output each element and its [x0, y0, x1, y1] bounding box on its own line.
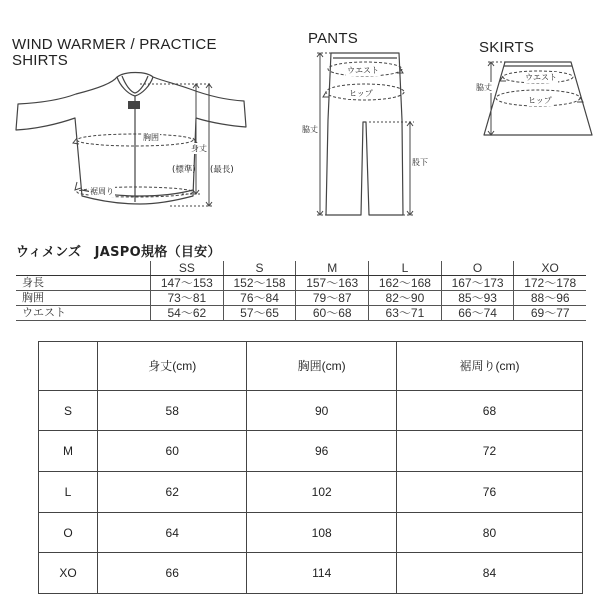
pants-inseam-label: 股下 — [412, 158, 428, 167]
jaspo-heading: ウィメンズ JASPO規格（目安） — [16, 245, 221, 260]
size-label: XO — [39, 553, 98, 594]
header-hem: 裾周り(cm) — [396, 342, 582, 391]
size-label: M — [39, 431, 98, 472]
skirt-side-length-label: 脇丈 — [476, 83, 492, 92]
size-row-m — [39, 431, 583, 472]
jaspo-cell: 57～65 — [223, 306, 296, 321]
shirts-title-line2: SHIRTS — [12, 52, 68, 69]
jaspo-cell: 167～173 — [441, 276, 514, 291]
chest-value: 102 — [247, 472, 396, 513]
hem-value: 80 — [396, 512, 582, 553]
size-row-o — [39, 512, 583, 553]
length-value: 62 — [98, 472, 247, 513]
jaspo-cell: 76～84 — [223, 291, 296, 306]
length-value: 64 — [98, 512, 247, 553]
jaspo-size-xo: XO — [514, 261, 586, 276]
hem-value: 84 — [396, 553, 582, 594]
jaspo-cell: 147～153 — [151, 276, 224, 291]
shirt-chest-label: 胸囲 — [143, 133, 159, 142]
size-label: O — [39, 512, 98, 553]
length-value: 66 — [98, 553, 247, 594]
size-row-l — [39, 472, 583, 513]
chest-value: 114 — [247, 553, 396, 594]
jaspo-cell: 73～81 — [151, 291, 224, 306]
chest-value: 108 — [247, 512, 396, 553]
pants-illustration — [326, 53, 403, 215]
jaspo-header-row — [16, 261, 586, 276]
jaspo-size-ss: SS — [151, 261, 224, 276]
jaspo-cell: 152～158 — [223, 276, 296, 291]
jaspo-cell: 63～71 — [369, 306, 442, 321]
jaspo-cell: 66～74 — [441, 306, 514, 321]
jaspo-cell: 79～87 — [296, 291, 369, 306]
shirts-title-line1: WIND WARMER / PRACTICE — [12, 36, 217, 53]
shirt-illustration — [16, 73, 246, 205]
jaspo-row-waist — [16, 306, 586, 321]
skirt-hip-label: ヒップ — [528, 96, 552, 105]
jaspo-cell: 88～96 — [514, 291, 586, 306]
chest-value: 90 — [247, 390, 396, 431]
jaspo-row-chest — [16, 291, 586, 306]
jaspo-row-height — [16, 276, 586, 291]
size-chart-table — [38, 341, 583, 594]
jaspo-cell: 54～62 — [151, 306, 224, 321]
skirts-title: SKIRTS — [479, 39, 535, 56]
size-row-xo — [39, 553, 583, 594]
jaspo-cell: 60～68 — [296, 306, 369, 321]
header-chest: 胸囲(cm) — [247, 342, 396, 391]
size-label: L — [39, 472, 98, 513]
jaspo-cell: 157～163 — [296, 276, 369, 291]
shirt-length-label: 身丈 — [191, 144, 207, 153]
jaspo-size-o: O — [441, 261, 514, 276]
hem-value: 72 — [396, 431, 582, 472]
jaspo-corner-cell — [16, 261, 151, 276]
skirt-waist-label: ウエスト — [525, 73, 557, 82]
header-length: 身丈(cm) — [98, 342, 247, 391]
pants-title: PANTS — [308, 30, 358, 47]
size-chart-corner — [39, 342, 98, 391]
jaspo-row-label: ウエスト — [16, 306, 151, 321]
jaspo-size-table — [16, 261, 586, 321]
garment-illustrations — [0, 0, 600, 240]
jaspo-row-label: 胸囲 — [16, 291, 151, 306]
pants-hip-label: ヒップ — [349, 89, 373, 98]
shirt-standard-label: (標準) — [172, 165, 196, 175]
hem-value: 76 — [396, 472, 582, 513]
jaspo-size-m: M — [296, 261, 369, 276]
jaspo-row-label: 身長 — [16, 276, 151, 291]
size-label: S — [39, 390, 98, 431]
jaspo-cell: 82～90 — [369, 291, 442, 306]
chest-value: 96 — [247, 431, 396, 472]
jaspo-cell: 85～93 — [441, 291, 514, 306]
jaspo-cell: 69～77 — [514, 306, 586, 321]
jaspo-size-l: L — [369, 261, 442, 276]
jaspo-cell: 162～168 — [369, 276, 442, 291]
jaspo-size-s: S — [223, 261, 296, 276]
jaspo-cell: 172～178 — [514, 276, 586, 291]
shirt-hem-label: 裾周り — [90, 187, 114, 196]
size-row-s — [39, 390, 583, 431]
length-value: 58 — [98, 390, 247, 431]
pants-waist-label: ウエスト — [347, 66, 379, 75]
pants-side-length-label: 脇丈 — [302, 125, 318, 134]
shirt-max-label: (最長) — [210, 165, 234, 175]
hem-value: 68 — [396, 390, 582, 431]
length-value: 60 — [98, 431, 247, 472]
size-chart-header-row — [39, 342, 583, 391]
